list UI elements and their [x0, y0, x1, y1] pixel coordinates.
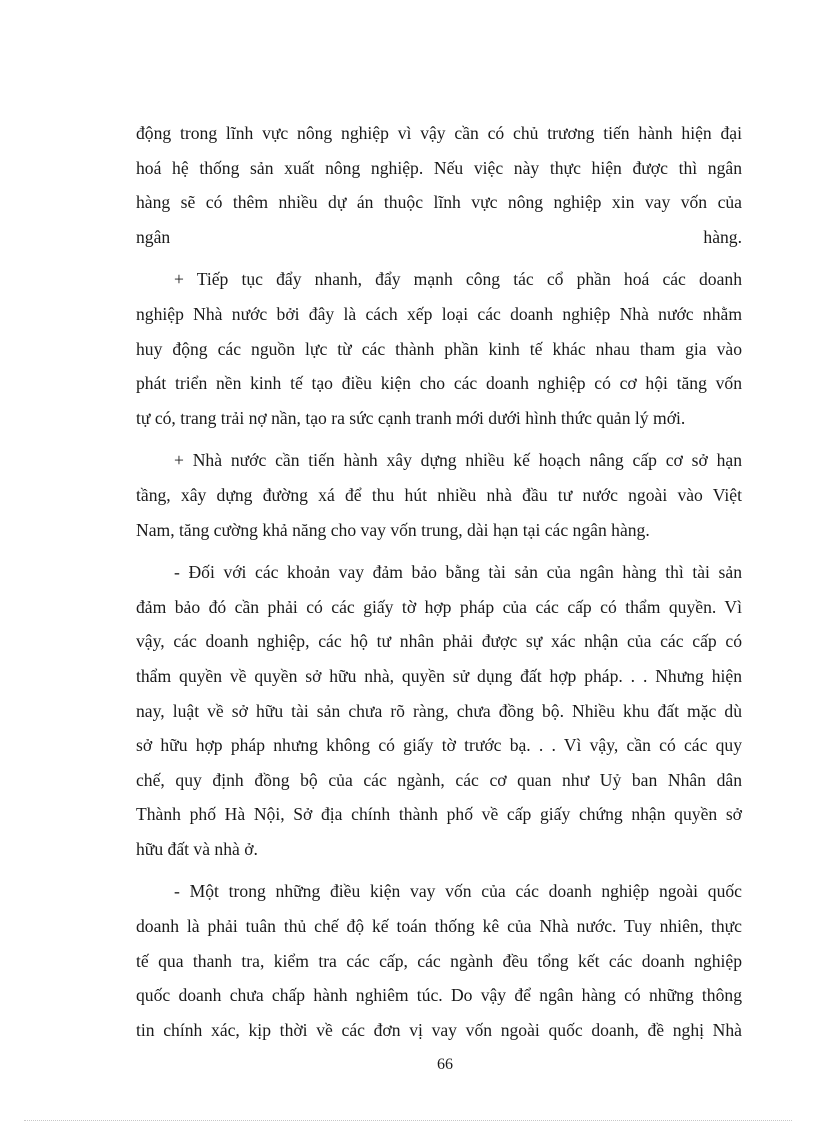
text-line: quốc doanh chưa chấp hành nghiêm túc. Do vậy để ngân hàng có những thông [136, 985, 742, 1006]
text-line: thẩm quyền về quyền sở hữu nhà, quyền sử dụng đất hợp pháp. . . Nhưng hiện [136, 665, 742, 686]
text-line: - Một trong những điều kiện vay vốn của các doanh nghiệp ngoài quốc [174, 881, 742, 902]
text-line: sở hữu hợp pháp nhưng không có giấy tờ trước bạ. . . Vì vậy, cần có các quy [136, 735, 742, 756]
page-bottom-divider [24, 1120, 792, 1121]
text-line: nay, luật về sở hữu tài sản chưa rõ ràng, chưa đồng bộ. Nhiều khu đất mặc dù [136, 700, 742, 721]
text-line: huy động các nguồn lực từ các thành phần kinh tế khác nhau tham gia vào [136, 338, 742, 359]
text-line: chế, quy định đồng bộ của các ngành, các cơ quan như Uỷ ban Nhân dân [136, 769, 742, 790]
text-line: nghiệp Nhà nước bởi đây là cách xếp loại các doanh nghiệp Nhà nước nhằm [136, 303, 742, 324]
text-line: vậy, các doanh nghiệp, các hộ tư nhân phải được sự xác nhận của các cấp có [136, 631, 742, 652]
text-line: ngân hàng. [136, 226, 742, 247]
text-line: + Tiếp tục đẩy nhanh, đẩy mạnh công tác cổ phần hoá các doanh [174, 269, 742, 290]
text-line: động trong lĩnh vực nông nghiệp vì vậy cần có chủ trương tiến hành hiện đại [136, 123, 742, 143]
text-line: + Nhà nước cần tiến hành xây dựng nhiều kế hoạch nâng cấp cơ sở hạn [174, 450, 742, 471]
page-number: 66 [437, 1056, 453, 1073]
text-line: phát triển nền kinh tế tạo điều kiện cho các doanh nghiệp có cơ hội tăng vốn [136, 373, 742, 394]
text-line: đảm bảo đó cần phải có các giấy tờ hợp pháp của các cấp có thẩm quyền. Vì [136, 596, 742, 617]
text-line: hàng sẽ có thêm nhiều dự án thuộc lĩnh vực nông nghiệp xin vay vốn của [136, 192, 742, 213]
text-line: doanh là phải tuân thủ chế độ kế toán thống kê của Nhà nước. Tuy nhiên, thực [136, 916, 742, 937]
body-text [136, 116, 742, 1047]
text-line: - Đối với các khoản vay đảm bảo bằng tài sản của ngân hàng thì tài sản [174, 562, 742, 583]
text-line: tế qua thanh tra, kiểm tra các cấp, các ngành đều tổng kết các doanh nghiệp [136, 950, 742, 971]
text-line: tin chính xác, kịp thời về các đơn vị vay vốn ngoài quốc doanh, đề nghị Nhà [136, 1019, 742, 1040]
text-line: Thành phố Hà Nội, Sở địa chính thành phố về cấp giấy chứng nhận quyền sở [136, 804, 742, 825]
text-line: hữu đất và nhà ở. [136, 838, 258, 859]
text-line: tự có, trang trải nợ nần, tạo ra sức cạnh tranh mới dưới hình thức quản lý mới. [136, 407, 686, 428]
text-line: Nam, tăng cường khả năng cho vay vốn trung, dài hạn tại các ngân hàng. [136, 519, 650, 540]
text-line: tầng, xây dựng đường xá để thu hút nhiều nhà đầu tư nước ngoài vào Việt [136, 484, 742, 505]
text-line: hoá hệ thống sản xuất nông nghiệp. Nếu việc này thực hiện được thì ngân [136, 157, 742, 178]
